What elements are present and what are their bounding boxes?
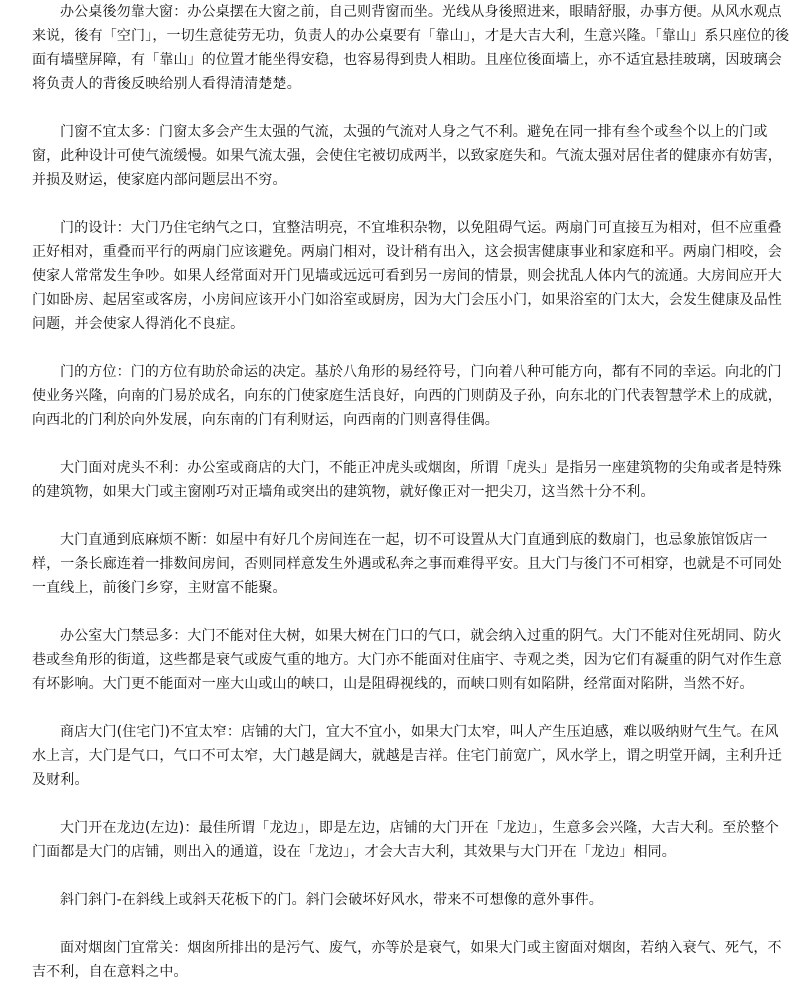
paragraph-desk-window: 办公桌後勿靠大窗：办公桌摆在大窗之前，自己则背窗而坐。光线从身後照进来，眼睛舒服，办事方便。从风水观点来说，後有「空门」，一切生意徒劳无功，负责人的办公桌要有「靠山」，才是大吉大利，生意兴隆。「靠山」系只座位的後面有墙壁屏障，有「靠山」的位置才能坐得安稳，也容易得到贵人相助。且座位後面墙上，亦不适宜悬挂玻璃，因玻璃会将负责人的背後反映给别人看得清清楚楚。: [32, 4, 790, 92]
paragraph-door-direction: 门的方位：门的方位有助於命运的决定。基於八角形的易经符号，门向着八种可能方向，都有不同的幸运。向北的门使业务兴隆，向南的门易於成名，向东的门使家庭生活良好，向西的门则荫及子孙，向东北的门代表智慧学术上的成就，向西北的门利於向外发展，向东南的门有利财运，向西南的门则喜得佳偶。: [32, 364, 782, 428]
paragraph-doors-windows: 门窗不宜太多：门窗太多会产生太强的气流，太强的气流对人身之气不利。避免在同一排有叁个或叁个以上的门或窗，此种设计可使气流缓慢。如果气流太强，会使住宅被切成两半，以致家庭失和。气流太强对居住者的健康亦有妨害，并损及财运，使家庭内部问题层出不穷。: [32, 124, 782, 188]
paragraph-door-design: 门的设计：大门乃住宅纳气之口，宜整洁明亮，不宜堆积杂物，以免阻碍气运。两扇门可直接互为相对，但不应重叠正好相对，重叠而平行的两扇门应该避免。两扇门相对，设计稍有出入，这会损害健康事业和家庭和平。两扇门相咬，会使家人常常发生争吵。如果人经常面对开门见墙或远远可看到另一房间的情景，则会扰乱人体内气的流通。大房间应开大门如卧房、起居室或客房，小房间应该开小门如浴室或厨房，因为大门会压小门，如果浴室的门太大，会发生健康及品性问题，并会使家人得消化不良症。: [32, 220, 782, 332]
paragraph-office-taboos: 办公室大门禁忌多：大门不能对住大树，如果大树在门口的气口，就会纳入过重的阴气。大门不能对住死胡同、防火巷或叁角形的街道，这些都是衰气或废气重的地方。大门亦不能面对住庙宇、寺观之类，因为它们有凝重的阴气对作生意有坏影响。大门更不能面对一座大山或山的峡口，山是阻碍视线的，而峡口则有如陷阱，经常面对陷阱，当然不好。: [32, 628, 782, 692]
paragraph-straight-through: 大门直通到底麻烦不断：如屋中有好几个房间连在一起，切不可设置从大门直通到底的数扇门，也忌象旅馆饭店一样，一条长廊连着一排数间房间，否则同样意发生外遇或私奔之事而难得平安。且大门与後门不可相穿，也就是不可同处一直线上，前後门乡穿，主财富不能聚。: [32, 532, 782, 596]
paragraph-dragon-side: 大门开在龙边(左边)：最佳所谓「龙边」，即是左边，店铺的大门开在「龙边」，生意多会兴隆，大吉大利。至於整个门面都是大门的店铺，则出入的通道，设在「龙边」，才会大吉大利，其效果与大门开在「龙边」相同。: [32, 820, 779, 860]
paragraph-tiger-head: 大门面对虎头不利：办公室或商店的大门，不能正冲虎头或烟囱，所谓「虎头」是指另一座建筑物的尖角或者是特殊的建筑物，如果大门或主窗刚巧对正墙角或突出的建筑物，就好像正对一把尖刀，这当然十分不利。: [32, 460, 782, 500]
article-body: [32, 0, 792, 980]
paragraph-shop-door-width: 商店大门(住宅门)不宜太窄：店铺的大门，宜大不宜小，如果大门太窄，叫人产生压迫感，难以吸纳财气生气。在风水上言，大门是气口，气口不可太窄，大门越是阔大，就越是吉祥。住宅门前宽广，风水学上，谓之明堂开阔，主利升迁及财利。: [32, 724, 782, 788]
paragraph-slanted-door: 斜门斜门-在斜线上或斜天花板下的门。斜门会破坏好风水，带来不可想像的意外事件。: [60, 892, 603, 908]
paragraph-chimney: 面对烟囱门宜常关：烟囱所排出的是污气、废气，亦等於是衰气，如果大门或主窗面对烟囱，若纳入衰气、死气，不吉不利，自在意料之中。: [32, 940, 782, 980]
